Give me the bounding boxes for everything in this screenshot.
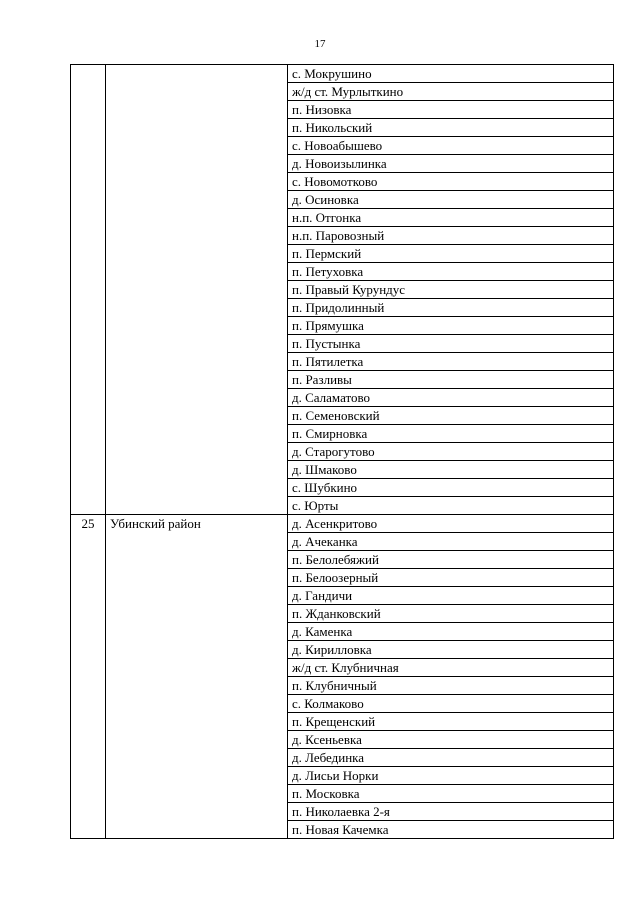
settlement-cell: д. Новоизылинка xyxy=(288,155,614,173)
settlement-cell: п. Пермский xyxy=(288,245,614,263)
settlement-cell: д. Осиновка xyxy=(288,191,614,209)
settlement-cell: п. Придолинный xyxy=(288,299,614,317)
settlement-cell: д. Саламатово xyxy=(288,389,614,407)
district-number-cell: 25 xyxy=(71,515,106,839)
settlement-cell: с. Новомотково xyxy=(288,173,614,191)
settlement-cell: д. Асенкритово xyxy=(288,515,614,533)
settlement-cell: п. Правый Курундус xyxy=(288,281,614,299)
settlement-cell: д. Ксеньевка xyxy=(288,731,614,749)
settlement-cell: н.п. Паровозный xyxy=(288,227,614,245)
settlement-cell: п. Клубничный xyxy=(288,677,614,695)
settlement-cell: п. Белоозерный xyxy=(288,569,614,587)
settlement-cell: п. Николаевка 2-я xyxy=(288,803,614,821)
settlement-cell: д. Шмаково xyxy=(288,461,614,479)
table-row xyxy=(71,515,614,533)
settlement-cell: ж/д ст. Клубничная xyxy=(288,659,614,677)
settlement-cell: д. Ачеканка xyxy=(288,533,614,551)
settlement-cell: п. Прямушка xyxy=(288,317,614,335)
page-number: 17 xyxy=(314,38,326,50)
settlement-cell: п. Новая Качемка xyxy=(288,821,614,839)
settlement-cell: п. Никольский xyxy=(288,119,614,137)
settlement-cell: д. Лебединка xyxy=(288,749,614,767)
settlement-cell: д. Старогутово xyxy=(288,443,614,461)
settlements-table xyxy=(70,64,614,839)
settlement-cell: п. Московка xyxy=(288,785,614,803)
settlement-cell: п. Пятилетка xyxy=(288,353,614,371)
settlement-cell: с. Юрты xyxy=(288,497,614,515)
settlement-cell: с. Шубкино xyxy=(288,479,614,497)
district-name-cell: Убинский район xyxy=(106,515,288,839)
settlement-cell: с. Колмаково xyxy=(288,695,614,713)
settlement-cell: п. Белолебяжий xyxy=(288,551,614,569)
settlement-cell: п. Петуховка xyxy=(288,263,614,281)
settlement-cell: д. Лисьи Норки xyxy=(288,767,614,785)
settlement-cell: д. Каменка xyxy=(288,623,614,641)
settlement-cell: д. Гандичи xyxy=(288,587,614,605)
settlement-cell: п. Жданковский xyxy=(288,605,614,623)
settlement-cell: ж/д ст. Мурлыткино xyxy=(288,83,614,101)
settlement-cell: п. Разливы xyxy=(288,371,614,389)
settlement-cell: п. Крещенский xyxy=(288,713,614,731)
district-number-cell xyxy=(71,65,106,515)
table-body xyxy=(71,65,614,839)
settlement-cell: д. Кирилловка xyxy=(288,641,614,659)
settlement-cell: с. Мокрушино xyxy=(288,65,614,83)
settlement-cell: с. Новоабышево xyxy=(288,137,614,155)
table-row xyxy=(71,65,614,83)
district-name-cell xyxy=(106,65,288,515)
settlement-cell: п. Семеновский xyxy=(288,407,614,425)
settlement-cell: п. Пустынка xyxy=(288,335,614,353)
settlement-cell: н.п. Отгонка xyxy=(288,209,614,227)
settlement-cell: п. Низовка xyxy=(288,101,614,119)
settlement-cell: п. Смирновка xyxy=(288,425,614,443)
